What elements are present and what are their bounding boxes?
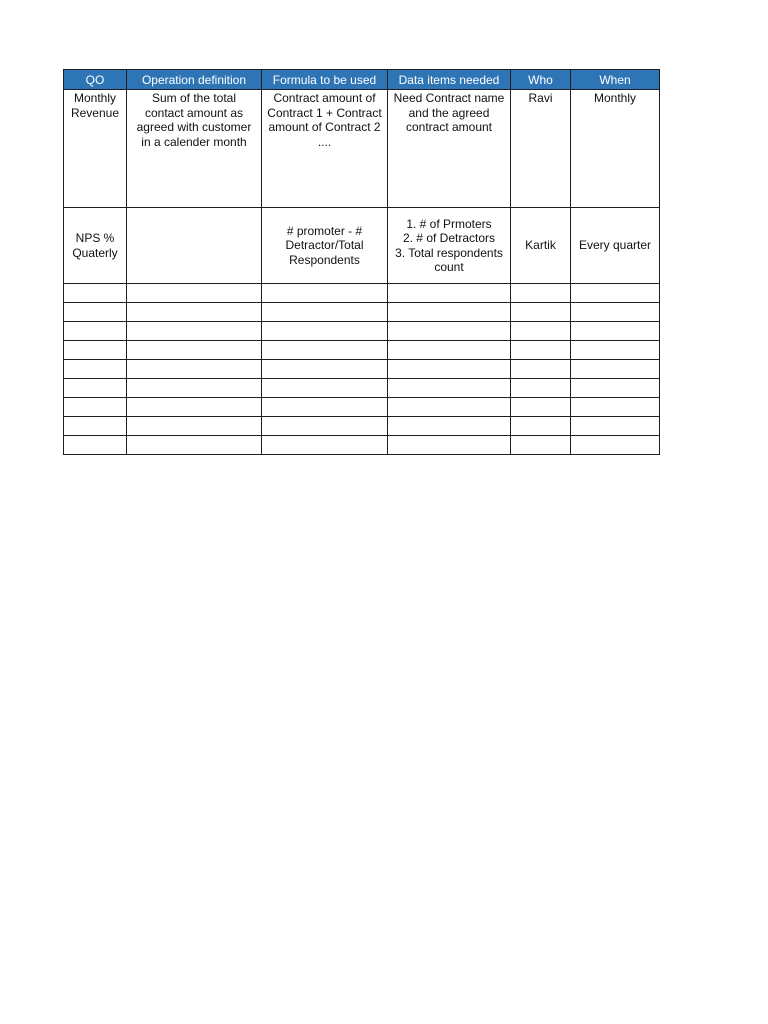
cell-who[interactable] — [511, 360, 571, 379]
cell-text: Monthly — [73, 91, 117, 105]
cell-text: Contract amount of — [273, 91, 376, 105]
cell-who[interactable]: Kartik — [511, 208, 571, 284]
cell-qo[interactable] — [64, 322, 127, 341]
cell-definition[interactable] — [127, 341, 262, 360]
cell-qo[interactable] — [64, 360, 127, 379]
cell-definition[interactable] — [127, 436, 262, 455]
cell-formula[interactable] — [262, 284, 388, 303]
cell-who[interactable] — [511, 322, 571, 341]
table-row — [64, 341, 660, 360]
cell-qo[interactable] — [64, 417, 127, 436]
cell-qo[interactable] — [64, 341, 127, 360]
cell-text: agreed with customer — [136, 120, 252, 134]
cell-definition[interactable] — [127, 208, 262, 284]
cell-definition[interactable] — [127, 417, 262, 436]
cell-text: amount of Contract 2 — [268, 120, 381, 134]
table-row — [64, 398, 660, 417]
cell-text: contract amount — [405, 120, 493, 134]
cell-when[interactable] — [571, 417, 660, 436]
cell-when[interactable] — [571, 284, 660, 303]
cell-qo[interactable] — [64, 303, 127, 322]
table-row — [64, 284, 660, 303]
cell-qo[interactable] — [64, 284, 127, 303]
cell-data-items[interactable] — [388, 90, 511, 208]
cell-data-items[interactable] — [388, 379, 511, 398]
header-when[interactable]: When — [571, 70, 660, 90]
spreadsheet-sheet — [63, 69, 659, 455]
cell-formula[interactable] — [262, 398, 388, 417]
cell-who[interactable] — [511, 436, 571, 455]
cell-definition[interactable] — [127, 90, 262, 208]
header-formula[interactable]: Formula to be used — [262, 70, 388, 90]
header-qo[interactable]: QO — [64, 70, 127, 90]
cell-text: Sum of the total — [151, 91, 237, 105]
cell-definition[interactable] — [127, 303, 262, 322]
cell-qo[interactable] — [64, 398, 127, 417]
cell-text: contact amount as — [144, 105, 244, 120]
cell-data-items[interactable] — [388, 284, 511, 303]
cell-when[interactable] — [571, 303, 660, 322]
cell-when[interactable]: Every quarter — [571, 208, 660, 284]
header-data-items[interactable]: Data items needed — [388, 70, 511, 90]
cell-formula[interactable] — [262, 341, 388, 360]
table-row — [64, 360, 660, 379]
cell-who[interactable] — [511, 398, 571, 417]
table-row — [64, 436, 660, 455]
cell-definition[interactable] — [127, 398, 262, 417]
table-row — [64, 303, 660, 322]
cell-who[interactable]: Ravi — [511, 90, 571, 208]
cell-text: Detractor/Total — [285, 238, 364, 253]
cell-definition[interactable] — [127, 284, 262, 303]
qo-definition-table — [63, 69, 660, 455]
cell-data-items[interactable] — [388, 360, 511, 379]
table-row — [64, 90, 660, 208]
cell-when[interactable] — [571, 341, 660, 360]
header-who[interactable]: Who — [511, 70, 571, 90]
cell-who[interactable] — [511, 303, 571, 322]
table-row — [64, 322, 660, 341]
table-row — [64, 208, 660, 284]
cell-text: 3. Total respondents — [395, 245, 503, 260]
cell-formula[interactable] — [262, 322, 388, 341]
cell-formula[interactable] — [262, 417, 388, 436]
cell-formula[interactable] — [262, 208, 388, 284]
cell-when[interactable] — [571, 436, 660, 455]
cell-when[interactable] — [571, 379, 660, 398]
cell-qo[interactable] — [64, 436, 127, 455]
header-operation-definition[interactable]: Operation definition — [127, 70, 262, 90]
table-row — [64, 417, 660, 436]
cell-when[interactable]: Monthly — [571, 90, 660, 208]
cell-data-items[interactable] — [388, 417, 511, 436]
cell-text: Contract 1 + Contract — [267, 105, 382, 120]
cell-definition[interactable] — [127, 322, 262, 341]
cell-when[interactable] — [571, 360, 660, 379]
cell-definition[interactable] — [127, 360, 262, 379]
cell-formula[interactable] — [262, 303, 388, 322]
empty-rows — [64, 284, 660, 455]
cell-who[interactable] — [511, 341, 571, 360]
cell-definition[interactable] — [127, 379, 262, 398]
cell-when[interactable] — [571, 322, 660, 341]
cell-data-items[interactable] — [388, 398, 511, 417]
cell-text: Respondents — [289, 252, 360, 267]
cell-text: .... — [317, 134, 332, 149]
cell-data-items[interactable] — [388, 303, 511, 322]
cell-text: count — [434, 260, 464, 274]
cell-data-items[interactable] — [388, 208, 511, 284]
cell-when[interactable] — [571, 398, 660, 417]
header-row — [64, 70, 660, 90]
cell-text: Quaterly — [72, 245, 118, 260]
cell-qo[interactable] — [64, 208, 127, 284]
cell-text: 2. # of Detractors — [402, 231, 496, 245]
table-row — [64, 379, 660, 398]
cell-formula[interactable] — [262, 436, 388, 455]
cell-formula[interactable] — [262, 360, 388, 379]
cell-who[interactable] — [511, 379, 571, 398]
cell-who[interactable] — [511, 284, 571, 303]
cell-text: # promoter - # — [286, 223, 363, 238]
cell-text: Need Contract name — [393, 91, 505, 105]
cell-qo[interactable] — [64, 90, 127, 208]
cell-qo[interactable] — [64, 379, 127, 398]
cell-text: 1. # of Prmoters — [406, 216, 492, 231]
cell-text: Revenue — [70, 105, 120, 120]
cell-formula[interactable] — [262, 90, 388, 208]
cell-text: NPS % — [75, 231, 115, 245]
cell-formula[interactable] — [262, 379, 388, 398]
cell-data-items[interactable] — [388, 341, 511, 360]
cell-text: and the agreed — [408, 105, 490, 120]
cell-data-items[interactable] — [388, 322, 511, 341]
cell-text: in a calender month — [141, 134, 247, 149]
cell-who[interactable] — [511, 417, 571, 436]
cell-data-items[interactable] — [388, 436, 511, 455]
